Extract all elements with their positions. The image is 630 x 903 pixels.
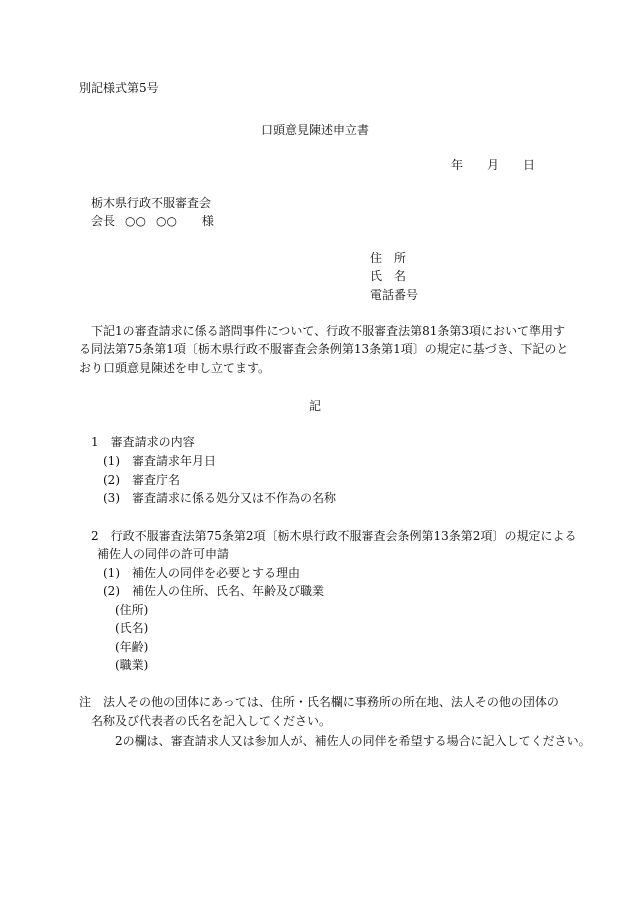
section2-heading-line-2: 補佐人の同伴の許可申請 [97, 547, 230, 561]
chair-name-2: ○○ [155, 214, 177, 228]
section2-heading-line-1: 2 行政不服審査法第75条第2項〔栃木県行政不服審査会条例第13条第2項〕の規定による [91, 529, 577, 543]
section1-item-3 [103, 490, 336, 506]
body-line-1: 下記1の審査請求に係る諮問事件について、行政不服審査法第81条第3項において準用す [91, 324, 566, 338]
honorific: 様 [201, 214, 214, 228]
sub-item-name: (氏名) [115, 621, 149, 635]
item-text: 補佐人の住所、氏名、年齢及び職業 [132, 584, 325, 598]
form-number: 別記様式第5号 [79, 81, 159, 95]
chair-name-1: ○○ [125, 214, 146, 228]
section2-item-2 [103, 583, 324, 599]
body-line-3: おり口頭意見陳述を申し立てます。 [79, 361, 271, 375]
section1-heading: 1 審査請求の内容 [91, 435, 195, 449]
sub-item-age: (年齢) [115, 640, 149, 654]
item-text: 補佐人の同伴を必要とする理由 [132, 566, 301, 580]
section1-item-2 [103, 472, 180, 488]
addressee-chair [91, 213, 214, 229]
addressee-council: 栃木県行政不服審査会 [91, 196, 212, 210]
date-month: 月 [487, 158, 500, 172]
chair-title: 会長 [91, 214, 116, 228]
item-text: 審査請求に係る処分又は不作為の名称 [132, 491, 337, 505]
item-text: 審査庁名 [132, 473, 181, 487]
item-number: (2) [103, 584, 120, 598]
section2-item-1 [103, 565, 300, 581]
note-line-2: 名称及び代表者の氏名を記入してください。 [91, 714, 332, 728]
item-number: (3) [103, 491, 120, 505]
applicant-phone-label: 電話番号 [370, 288, 419, 302]
ki-heading: 記 [308, 399, 321, 413]
sub-item-address: (住所) [115, 603, 149, 617]
date-day: 日 [523, 158, 536, 172]
item-number: (2) [103, 473, 120, 487]
note-label: 注 [79, 695, 92, 709]
applicant-name-label: 氏 名 [370, 269, 407, 283]
date-year: 年 [451, 158, 464, 172]
note-line-3: 2の欄は、審査請求人又は参加人が、補佐人の同伴を希望する場合に記入してください。 [115, 734, 591, 748]
applicant-address-label: 住 所 [370, 251, 407, 265]
item-text: 審査請求年月日 [132, 454, 217, 468]
item-number: (1) [103, 566, 120, 580]
body-line-2: る同法第75条第1項〔栃木県行政不服審査会条例第13条第1項〕の規定に基づき、下記のと [79, 342, 569, 356]
section1-item-1 [103, 453, 216, 469]
sub-item-occupation: (職業) [115, 658, 149, 672]
document-title: 口頭意見陳述申立書 [260, 123, 369, 137]
note-line-1: 法人その他の団体にあっては、住所・氏名欄に事務所の所在地、法人その他の団体の [103, 695, 559, 709]
item-number: (1) [103, 454, 120, 468]
